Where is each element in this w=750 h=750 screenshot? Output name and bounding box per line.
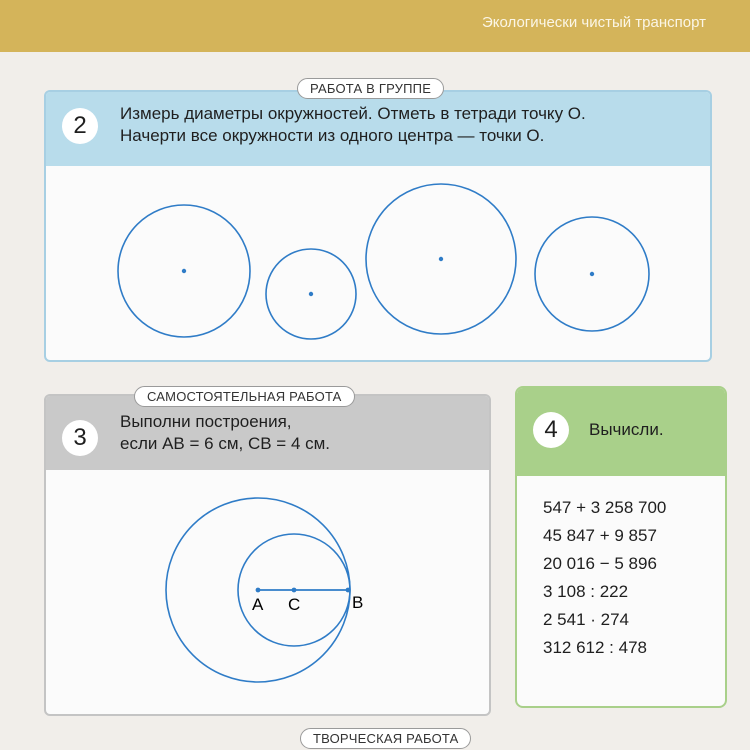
label-a: A bbox=[252, 595, 264, 614]
task-3-construction bbox=[46, 396, 491, 716]
label-c: C bbox=[288, 595, 301, 614]
header-band bbox=[0, 0, 750, 52]
task-3-number: 3 bbox=[62, 420, 98, 456]
exercise-6: 312 612 : 478 bbox=[543, 638, 647, 657]
running-title: Экологически чистый транспорт bbox=[482, 14, 706, 31]
task-2-badge: РАБОТА В ГРУППЕ bbox=[297, 78, 444, 99]
footer-badge: ТВОРЧЕСКАЯ РАБОТА bbox=[300, 728, 471, 749]
circle-2-center bbox=[309, 292, 313, 296]
circle-3-center bbox=[439, 257, 443, 261]
point-c bbox=[292, 588, 297, 593]
task-3-line-1: Выполни построения, bbox=[120, 412, 292, 431]
task-4-number: 4 bbox=[533, 412, 569, 448]
circle-4-center bbox=[590, 272, 594, 276]
task-3-badge: САМОСТОЯТЕЛЬНАЯ РАБОТА bbox=[134, 386, 355, 407]
task-2-line-2: Начерти все окружности из одного центра — точки O. bbox=[120, 126, 545, 145]
point-a bbox=[256, 588, 261, 593]
exercise-3: 20 016 − 5 896 bbox=[543, 554, 657, 573]
task-3-card bbox=[44, 394, 491, 716]
label-b: B bbox=[352, 593, 364, 612]
exercise-5: 2 541 · 274 bbox=[543, 610, 630, 629]
exercise-1: 547 + 3 258 700 bbox=[543, 498, 667, 517]
exercise-2: 45 847 + 9 857 bbox=[543, 526, 657, 545]
task-2-card bbox=[44, 90, 712, 362]
exercise-4: 3 108 : 222 bbox=[543, 582, 629, 601]
task-3-line-2: если AB = 6 см, CB = 4 см. bbox=[120, 434, 331, 453]
task-4-title: Вычисли. bbox=[589, 420, 664, 439]
task-2-circles bbox=[46, 92, 712, 362]
task-4-card bbox=[515, 386, 727, 708]
circle-1-center bbox=[182, 269, 186, 273]
point-b bbox=[346, 588, 351, 593]
task-2-number: 2 bbox=[62, 108, 98, 144]
task-2-line-1: Измерь диаметры окружностей. Отметь в тетради точку O. bbox=[120, 104, 586, 123]
